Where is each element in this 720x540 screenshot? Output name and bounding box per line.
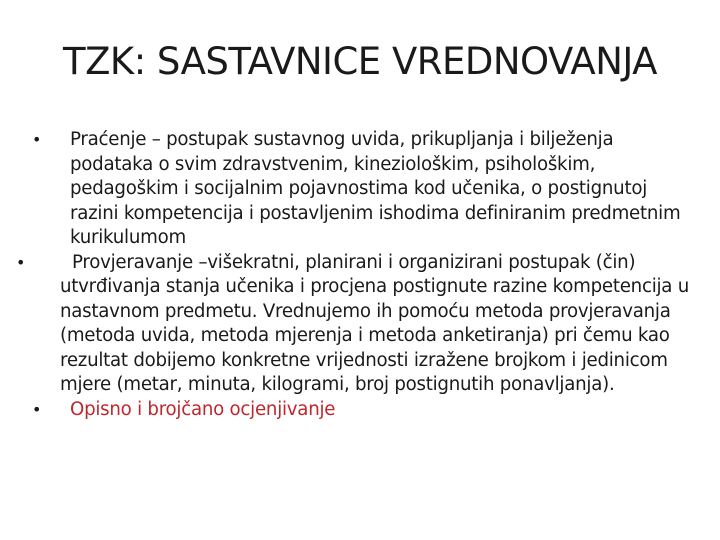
- bullet-text: Provjeravanje –višekratni, planirani i organizirani postupak (čin) utvrđivanja stanja učenika i procjena postignute razine kompetencija u nastavnom predmetu. Vrednujemo ih pomoću metoda provjeravanja (metoda uvida, metoda mjerenja i metoda anketiranja) pri čemu kao rezultat dobijemo konkretne vrijednosti izražene brojkom i jedinicom mjere (metar, minuta, kilogrami, broj postignutih ponavljanja).: [60, 251, 690, 395]
- bullet-dot-icon: •: [16, 252, 26, 272]
- bullet-dot-icon: •: [32, 399, 42, 419]
- bullet-dot-icon: •: [32, 130, 42, 149]
- bullet-text: Opisno i brojčano ocjenjivanje: [70, 398, 336, 420]
- bullet-list: [16, 128, 690, 422]
- bullet-item-pracenje: [30, 128, 690, 251]
- bullet-item-ocjenjivanje: [30, 398, 690, 423]
- bullet-item-provjeravanje: [16, 251, 690, 398]
- bullet-text: Praćenje – postupak sustavnog uvida, prikupljanja i bilježenja podataka o svim zdravstvenim, kineziološkim, psihološkim, pedagoškim i socijalnim pojavnostima kod učenika, o postignutoj razini kompetencija i postavljenim ishodima definiranim predmetnim kurikulumom: [70, 129, 681, 248]
- slide-title: TZK: SASTAVNICE VREDNOVANJA: [62, 40, 657, 83]
